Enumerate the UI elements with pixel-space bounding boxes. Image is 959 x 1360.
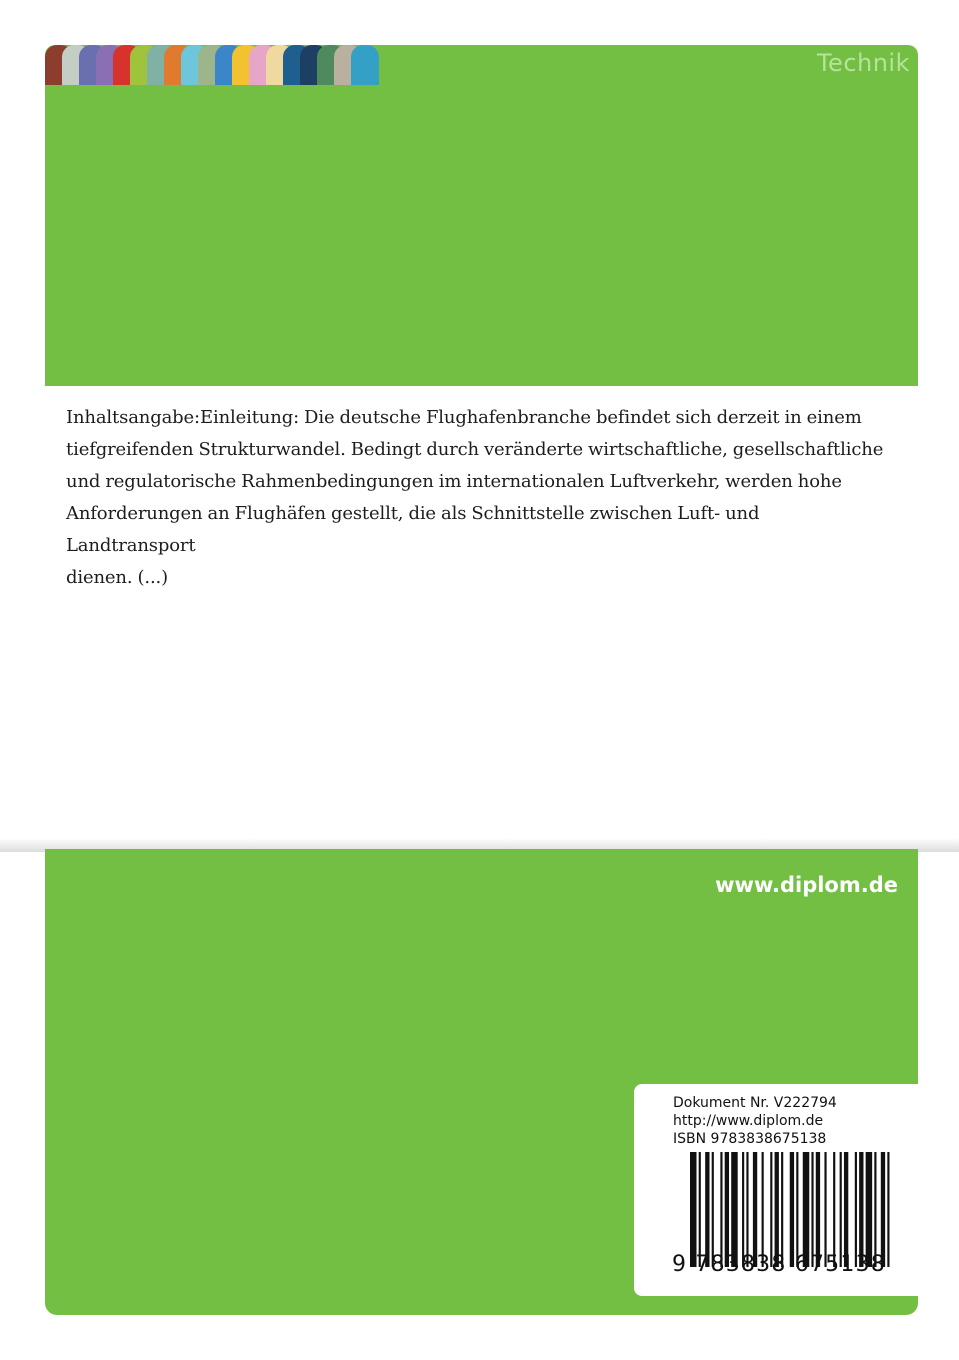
color-tab	[351, 45, 379, 85]
abstract-line: und regulatorische Rahmenbedingungen im internationalen Luftverkehr, werden hohe	[66, 471, 842, 492]
document-info-box	[634, 1084, 918, 1296]
document-url: http://www.diplom.de	[673, 1113, 824, 1129]
website-label: www.diplom.de	[715, 873, 898, 897]
abstract-line: Inhaltsangabe:Einleitung: Die deutsche Flughafenbranche befindet sich derzeit in einem	[66, 407, 862, 428]
abstract-line: tiefgreifenden Strukturwandel. Bedingt durch veränderte wirtschaftliche, gesellschaftliche	[66, 439, 884, 460]
document-number: Dokument Nr. V222794	[673, 1095, 837, 1111]
barcode-graphic	[690, 1152, 896, 1267]
category-label: Technik	[816, 49, 910, 77]
color-tabs	[45, 45, 380, 85]
cover-bottom-panel	[45, 849, 918, 1315]
cover-top-panel	[45, 45, 918, 386]
barcode-digits: 9 783838 675138	[672, 1252, 886, 1277]
isbn-text: ISBN 9783838675138	[673, 1131, 827, 1147]
abstract-line: dienen. (...)	[66, 567, 168, 588]
abstract-text	[66, 402, 886, 594]
abstract-line: Anforderungen an Flughäfen gestellt, die als Schnittstelle zwischen Luft- und Landtransport	[66, 503, 760, 556]
